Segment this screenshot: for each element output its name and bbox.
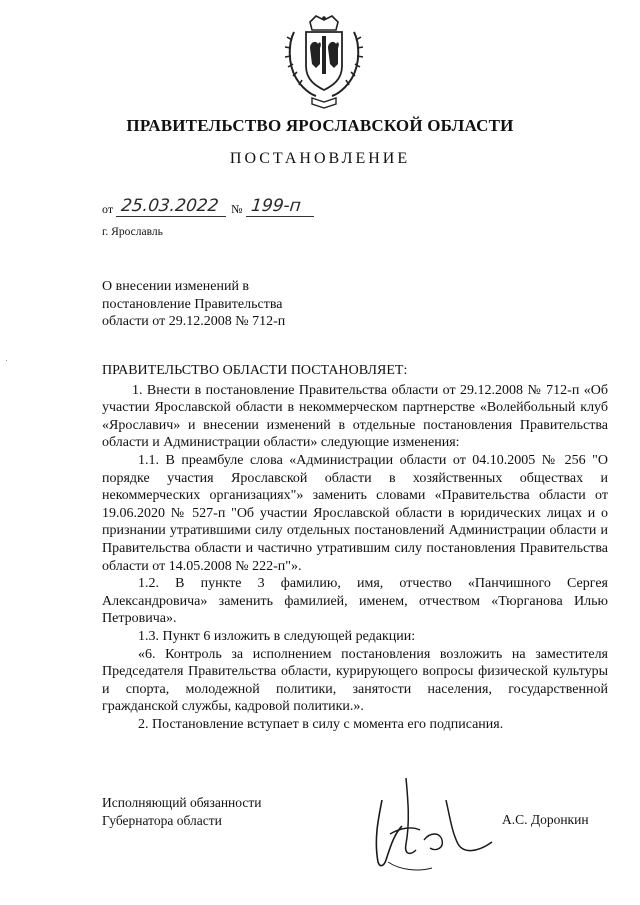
- paragraph-1-1: 1.1. В преамбуле слова «Администрации области от 04.10.2005 № 256 "О порядке участия Ярославской области в хозяйственных обществах и некоммерческих организациях"» заменить словами «Правительства области от 19.06.2020 № 527-п "Об участии Ярославской области в юридических лицах и о признании утратившими силу отдельных постановлений Администрации области и Правительства области и частично утратившим силу постановления Правительства области от 14.05.2008 № 222-п"».: [102, 452, 608, 574]
- paragraph-1-3: 1.3. Пункт 6 изложить в следующей редакции:: [138, 628, 416, 644]
- city-label: г. Ярославль: [102, 226, 163, 238]
- paragraph-2: 2. Постановление вступает в силу с момента его подписания.: [138, 716, 504, 732]
- handwritten-signature: [360, 770, 500, 880]
- paragraph-1-3-quote: «6. Контроль за исполнением постановления возложить на заместителя Председателя Правительства области, курирующего вопросы физической культуры и спорта, молодежной политики, занятости населения, государственной гражданской службы, кадровой политики.».: [102, 646, 608, 715]
- handwritten-date: 25.03.2022: [116, 197, 228, 217]
- coat-of-arms-emblem-icon: [276, 14, 372, 110]
- number-prefix: №: [231, 202, 243, 216]
- subject-line: области от 29.12.2008 № 712-п: [102, 314, 286, 329]
- document-subject: [102, 278, 285, 331]
- date-number-line: [102, 197, 315, 217]
- position-line: Исполняющий обязанности: [102, 795, 262, 810]
- government-title: ПРАВИТЕЛЬСТВО ЯРОСЛАВСКОЙ ОБЛАСТИ: [126, 116, 514, 135]
- signatory-position: [102, 794, 261, 830]
- paragraph-1-2: 1.2. В пункте 3 фамилию, имя, отчество «Панчишного Сергея Александровича» заменить фамилией, именем, отчеством «Тюрганова Илью Петровича».: [102, 576, 608, 627]
- resolution-lead: ПРАВИТЕЛЬСТВО ОБЛАСТИ ПОСТАНОВЛЯЕТ:: [102, 363, 408, 378]
- position-line: Губернатора области: [102, 813, 222, 828]
- paragraph-1: 1. Внести в постановление Правительства области от 29.12.2008 № 712-п «Об участии Ярославской области в некоммерческом партнерстве «Волейбольный клуб «Ярославич» и внесении изменений в отдельные постановления Правительства области и Администрации области» следующие изменения:: [102, 382, 608, 451]
- subject-line: постановление Правительства: [102, 296, 283, 312]
- signatory-name: А.С. Доронкин: [502, 812, 589, 827]
- document-body: [102, 362, 608, 733]
- scan-speck: [6, 360, 7, 361]
- handwritten-number: 199-п: [245, 197, 315, 217]
- date-prefix: от: [102, 202, 114, 216]
- document-type-title: ПОСТАНОВЛЕНИЕ: [229, 150, 411, 167]
- subject-line: О внесении изменений в: [102, 279, 250, 294]
